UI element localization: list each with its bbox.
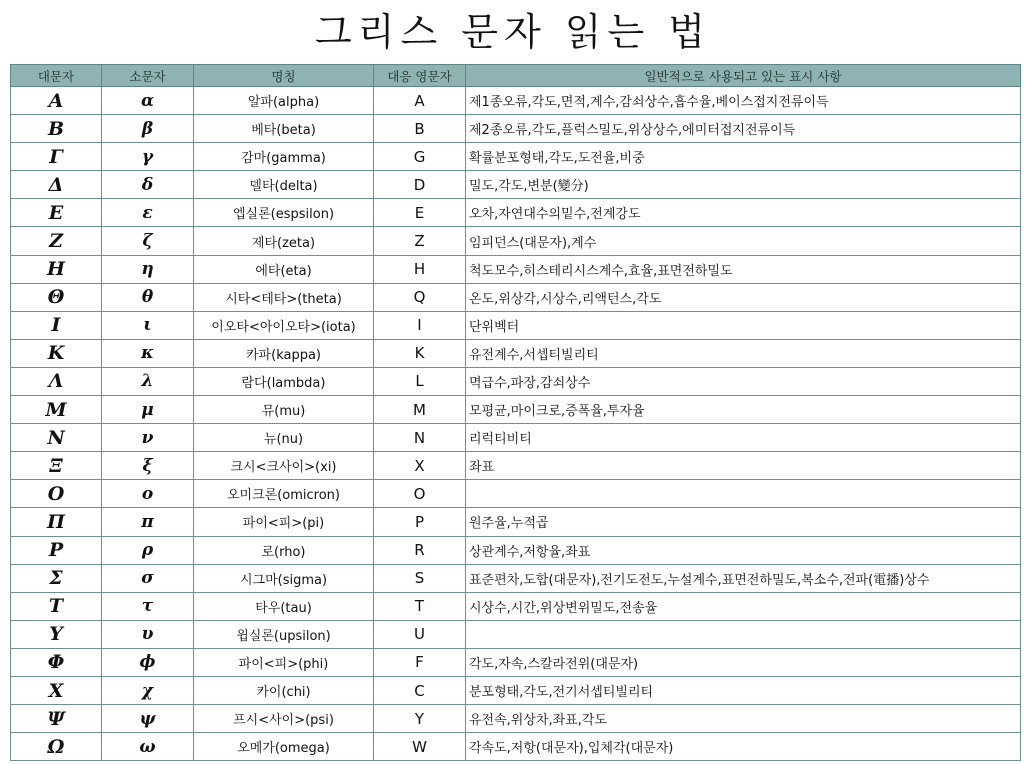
table-row — [11, 143, 1021, 171]
lowercase-letter: τ — [102, 592, 194, 620]
lowercase-letter: λ — [102, 367, 194, 395]
table-row — [11, 705, 1021, 733]
usage-description: 멱급수,파장,감쇠상수 — [466, 367, 1021, 395]
letter-name: 카이(chi) — [194, 676, 374, 704]
uppercase-letter: Ξ — [11, 452, 102, 480]
english-equivalent: E — [374, 199, 466, 227]
lowercase-letter: χ — [102, 676, 194, 704]
lowercase-letter: σ — [102, 564, 194, 592]
uppercase-letter: Ο — [11, 480, 102, 508]
english-equivalent: D — [374, 171, 466, 199]
uppercase-letter: Τ — [11, 592, 102, 620]
uppercase-letter: Ψ — [11, 705, 102, 733]
uppercase-letter: Σ — [11, 564, 102, 592]
header-name: 명칭 — [194, 65, 374, 87]
uppercase-letter: Η — [11, 255, 102, 283]
lowercase-letter: θ — [102, 283, 194, 311]
lowercase-letter: α — [102, 87, 194, 115]
usage-description: 각도,자속,스칼라전위(대문자) — [466, 648, 1021, 676]
english-equivalent: Q — [374, 283, 466, 311]
lowercase-letter: ζ — [102, 227, 194, 255]
uppercase-letter: Κ — [11, 339, 102, 367]
usage-description: 제2종오류,각도,플럭스밀도,위상상수,에미터접지전류이득 — [466, 115, 1021, 143]
english-equivalent: H — [374, 255, 466, 283]
header-uppercase: 대문자 — [11, 65, 102, 87]
letter-name: 엡실론(espsilon) — [194, 199, 374, 227]
table-row — [11, 424, 1021, 452]
english-equivalent: M — [374, 396, 466, 424]
letter-name: 파이<피>(phi) — [194, 648, 374, 676]
uppercase-letter: Λ — [11, 367, 102, 395]
usage-description: 밀도,각도,변분(變分) — [466, 171, 1021, 199]
lowercase-letter: ν — [102, 424, 194, 452]
header-lowercase: 소문자 — [102, 65, 194, 87]
uppercase-letter: Ω — [11, 733, 102, 761]
letter-name: 알파(alpha) — [194, 87, 374, 115]
usage-description: 단위벡터 — [466, 311, 1021, 339]
lowercase-letter: υ — [102, 620, 194, 648]
letter-name: 크시<크사이>(xi) — [194, 452, 374, 480]
english-equivalent: I — [374, 311, 466, 339]
lowercase-letter: ο — [102, 480, 194, 508]
english-equivalent: U — [374, 620, 466, 648]
table-row — [11, 480, 1021, 508]
letter-name: 카파(kappa) — [194, 339, 374, 367]
uppercase-letter: Ι — [11, 311, 102, 339]
table-row — [11, 676, 1021, 704]
lowercase-letter: π — [102, 508, 194, 536]
lowercase-letter: ε — [102, 199, 194, 227]
english-equivalent: N — [374, 424, 466, 452]
lowercase-letter: ι — [102, 311, 194, 339]
table-row — [11, 199, 1021, 227]
usage-description — [466, 480, 1021, 508]
letter-name: 오메가(omega) — [194, 733, 374, 761]
table-row — [11, 620, 1021, 648]
usage-description: 제1종오류,각도,면적,계수,감쇠상수,흡수율,베이스접지전류이득 — [466, 87, 1021, 115]
usage-description: 임피던스(대문자),계수 — [466, 227, 1021, 255]
lowercase-letter: δ — [102, 171, 194, 199]
uppercase-letter: Μ — [11, 396, 102, 424]
lowercase-letter: β — [102, 115, 194, 143]
table-row — [11, 536, 1021, 564]
usage-description: 유전계수,서셉티빌리티 — [466, 339, 1021, 367]
header-english: 대응 영문자 — [374, 65, 466, 87]
table-row — [11, 283, 1021, 311]
letter-name: 람다(lambda) — [194, 367, 374, 395]
uppercase-letter: Π — [11, 508, 102, 536]
lowercase-letter: ϕ — [102, 648, 194, 676]
page-title: 그리스 문자 읽는 법 — [315, 10, 711, 54]
usage-description: 모평균,마이크로,증폭율,투자율 — [466, 396, 1021, 424]
uppercase-letter: Γ — [11, 143, 102, 171]
english-equivalent: G — [374, 143, 466, 171]
uppercase-letter: Ζ — [11, 227, 102, 255]
lowercase-letter: ω — [102, 733, 194, 761]
english-equivalent: T — [374, 592, 466, 620]
table-row — [11, 508, 1021, 536]
letter-name: 오미크론(omicron) — [194, 480, 374, 508]
english-equivalent: O — [374, 480, 466, 508]
usage-description — [466, 620, 1021, 648]
table-row — [11, 115, 1021, 143]
usage-description: 유전속,위상차,좌표,각도 — [466, 705, 1021, 733]
letter-name: 시타<테타>(theta) — [194, 283, 374, 311]
english-equivalent: X — [374, 452, 466, 480]
usage-description: 표준편차,도합(대문자),전기도전도,누설계수,표면전하밀도,복소수,전파(電播)상수 — [466, 564, 1021, 592]
lowercase-letter: ρ — [102, 536, 194, 564]
letter-name: 윕실론(upsilon) — [194, 620, 374, 648]
letter-name: 감마(gamma) — [194, 143, 374, 171]
english-equivalent: C — [374, 676, 466, 704]
letter-name: 파이<피>(pi) — [194, 508, 374, 536]
table-row — [11, 171, 1021, 199]
table-header-row — [11, 65, 1021, 87]
english-equivalent: W — [374, 733, 466, 761]
header-usage: 일반적으로 사용되고 있는 표시 사항 — [466, 65, 1021, 87]
english-equivalent: B — [374, 115, 466, 143]
uppercase-letter: Ε — [11, 199, 102, 227]
letter-name: 로(rho) — [194, 536, 374, 564]
usage-description: 확률분포형태,각도,도전율,비중 — [466, 143, 1021, 171]
table-row — [11, 339, 1021, 367]
letter-name: 프시<사이>(psi) — [194, 705, 374, 733]
english-equivalent: P — [374, 508, 466, 536]
english-equivalent: Z — [374, 227, 466, 255]
lowercase-letter: η — [102, 255, 194, 283]
uppercase-letter: Φ — [11, 648, 102, 676]
uppercase-letter: Ν — [11, 424, 102, 452]
table-row — [11, 367, 1021, 395]
letter-name: 뮤(mu) — [194, 396, 374, 424]
english-equivalent: F — [374, 648, 466, 676]
usage-description: 척도모수,히스테리시스계수,효율,표면전하밀도 — [466, 255, 1021, 283]
table-row — [11, 87, 1021, 115]
usage-description: 좌표 — [466, 452, 1021, 480]
table-row — [11, 733, 1021, 761]
english-equivalent: R — [374, 536, 466, 564]
letter-name: 시그마(sigma) — [194, 564, 374, 592]
uppercase-letter: Ρ — [11, 536, 102, 564]
uppercase-letter: Θ — [11, 283, 102, 311]
lowercase-letter: γ — [102, 143, 194, 171]
lowercase-letter: ψ — [102, 705, 194, 733]
usage-description: 원주율,누적곱 — [466, 508, 1021, 536]
uppercase-letter: Δ — [11, 171, 102, 199]
lowercase-letter: μ — [102, 396, 194, 424]
english-equivalent: L — [374, 367, 466, 395]
lowercase-letter: ξ — [102, 452, 194, 480]
letter-name: 에타(eta) — [194, 255, 374, 283]
lowercase-letter: κ — [102, 339, 194, 367]
table-row — [11, 648, 1021, 676]
table-row — [11, 227, 1021, 255]
usage-description: 온도,위상각,시상수,리액턴스,각도 — [466, 283, 1021, 311]
usage-description: 시상수,시간,위상변위밀도,전송율 — [466, 592, 1021, 620]
uppercase-letter: Χ — [11, 676, 102, 704]
usage-description: 각속도,저항(대문자),입체각(대문자) — [466, 733, 1021, 761]
usage-description: 상관계수,저항율,좌표 — [466, 536, 1021, 564]
letter-name: 이오타<아이오타>(iota) — [194, 311, 374, 339]
english-equivalent: S — [374, 564, 466, 592]
greek-alphabet-table — [10, 64, 1021, 761]
english-equivalent: K — [374, 339, 466, 367]
table-row — [11, 452, 1021, 480]
letter-name: 제타(zeta) — [194, 227, 374, 255]
usage-description: 리럭티비티 — [466, 424, 1021, 452]
uppercase-letter: Α — [11, 87, 102, 115]
table-row — [11, 311, 1021, 339]
letter-name: 델타(delta) — [194, 171, 374, 199]
letter-name: 타우(tau) — [194, 592, 374, 620]
table-row — [11, 396, 1021, 424]
usage-description: 오차,자연대수의밑수,전계강도 — [466, 199, 1021, 227]
english-equivalent: Y — [374, 705, 466, 733]
table-row — [11, 592, 1021, 620]
letter-name: 뉴(nu) — [194, 424, 374, 452]
english-equivalent: A — [374, 87, 466, 115]
table-row — [11, 564, 1021, 592]
usage-description: 분포형태,각도,전기서셉티빌리티 — [466, 676, 1021, 704]
uppercase-letter: Β — [11, 115, 102, 143]
table-row — [11, 255, 1021, 283]
uppercase-letter: Υ — [11, 620, 102, 648]
letter-name: 베타(beta) — [194, 115, 374, 143]
